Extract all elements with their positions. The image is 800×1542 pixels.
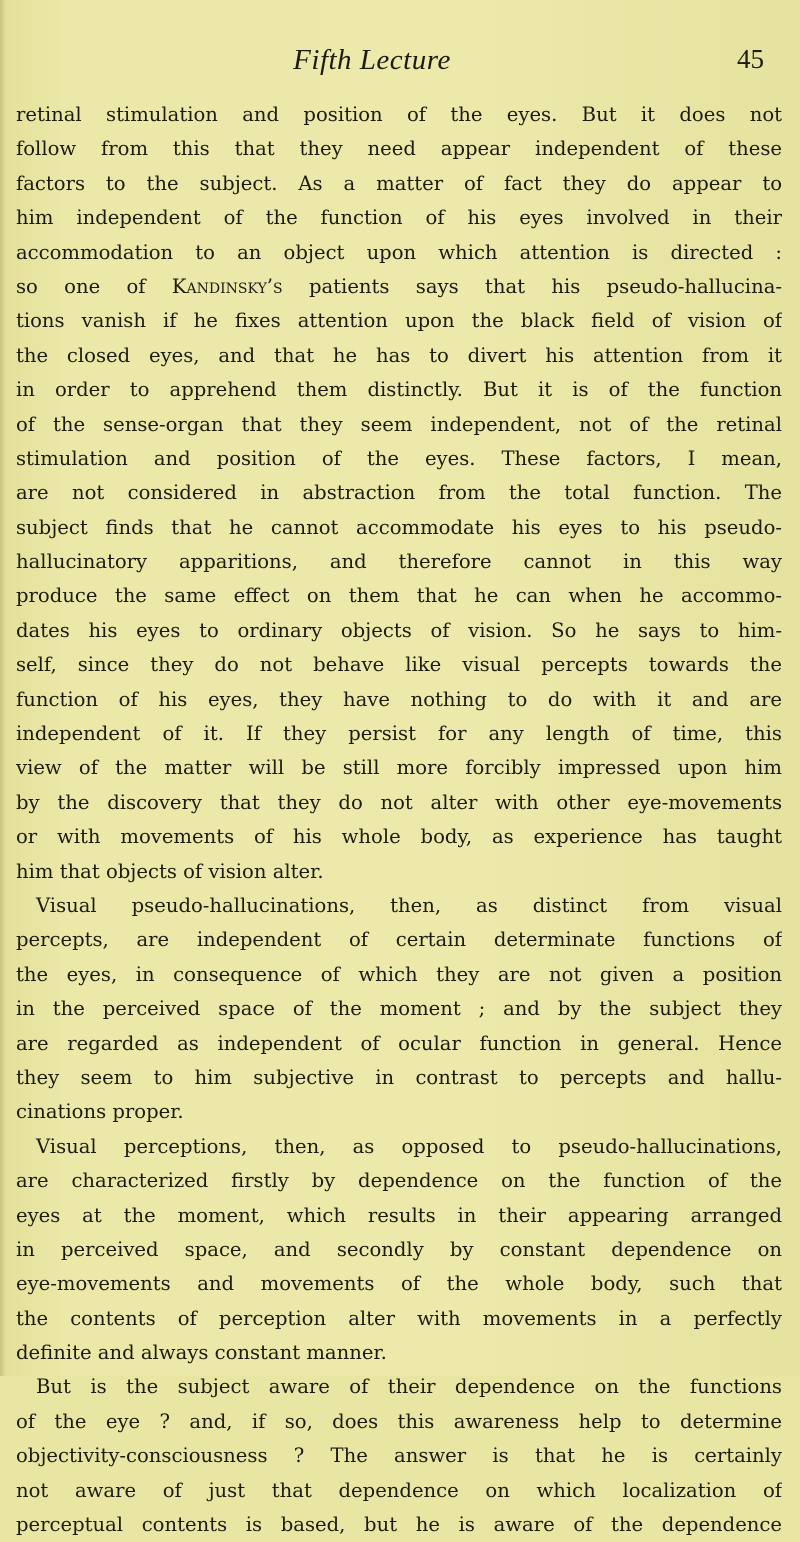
text-line: in order to apprehend them distinctly. But it is of the function [16, 378, 782, 402]
text-line: definite and always constant manner. [16, 1341, 387, 1365]
text-line: not aware of just that dependence on which localization of [16, 1478, 782, 1502]
text-line: produce the same effect on them that he can when he accommo- [16, 584, 782, 608]
text-line: retinal stimulation and position of the eyes. But it does not [16, 103, 782, 126]
text-line: the contents of perception alter with movements in a perfectly [16, 1306, 782, 1330]
text-line: the closed eyes, and that he has to divert his attention from it [16, 343, 782, 367]
paragraph-start-line: Visual pseudo-hallucinations, then, as distinct from visual [36, 893, 782, 917]
text-line: dates his eyes to ordinary objects of vision. So he says to him- [16, 618, 782, 642]
text-line: objectivity-consciousness ? The answer is that he is certainly [16, 1444, 782, 1468]
text-line: self, since they do not behave like visual percepts towards the [16, 653, 782, 677]
text-line: perceptual contents is based, but he is aware of the dependence [16, 1513, 782, 1537]
text-line: by the discovery that they do not alter with other eye-movements [16, 790, 782, 814]
page-number: 45 [737, 44, 764, 74]
text-fragment: patients says that his pseudo-hallucina- [282, 274, 782, 298]
running-title: Fifth Lecture [293, 44, 451, 76]
text-line: factors to the subject. As a matter of fact they do appear to [16, 171, 782, 195]
author-name: Kandinsky’s [171, 274, 283, 298]
text-line: or with movements of his whole body, as experience has taught [16, 825, 782, 849]
text-line: percepts, are independent of certain determinate functions of [16, 928, 782, 952]
text-fragment: so one of [16, 274, 172, 298]
text-line: of the sense-organ that they seem independent, not of the retinal [16, 412, 782, 436]
text-line: the eyes, in consequence of which they are not given a position [16, 962, 782, 986]
text-line: accommodation to an object upon which attention is directed : [16, 240, 782, 264]
text-line: in perceived space, and secondly by constant dependence on [16, 1237, 782, 1261]
page-header [0, 44, 800, 84]
text-line: hallucinatory apparitions, and therefore cannot in this way [16, 550, 782, 574]
text-line: eyes at the moment, which results in their appearing arranged [16, 1203, 782, 1227]
text-line: stimulation and position of the eyes. These factors, I mean, [16, 446, 782, 470]
text-line: function of his eyes, they have nothing to do with it and are [16, 687, 782, 711]
text-line: him independent of the function of his eyes involved in their [16, 206, 782, 230]
text-line: are characterized firstly by dependence on the function of the [16, 1169, 782, 1193]
text-line: they seem to him subjective in contrast to percepts and hallu- [16, 1065, 782, 1089]
text-line: subject finds that he cannot accommodate his eyes to his pseudo- [16, 515, 782, 539]
body-text [16, 98, 782, 1542]
text-line: are regarded as independent of ocular function in general. Hence [16, 1031, 782, 1055]
text-line: independent of it. If they persist for any length of time, this [16, 722, 782, 746]
text-line: in the perceived space of the moment ; and by the subject they [16, 997, 782, 1021]
text-line: him that objects of vision alter. [16, 859, 324, 883]
text-line: follow from this that they need appear independent of these [16, 137, 782, 161]
text-line: view of the matter will be still more forcibly impressed upon him [16, 756, 782, 780]
paragraph-start-line: But is the subject aware of their dependence on the functions [36, 1375, 782, 1399]
text-line: cinations proper. [16, 1100, 184, 1124]
text-line: eye-movements and movements of the whole body, such that [16, 1272, 782, 1296]
binding-shadow [0, 0, 6, 1376]
paragraph-start-line: Visual perceptions, then, as opposed to pseudo-hallucinations, [36, 1134, 782, 1158]
text-line: are not considered in abstraction from the total function. The [16, 481, 782, 505]
text-line: of the eye ? and, if so, does this awareness help to determine [16, 1409, 782, 1433]
text-line: tions vanish if he fixes attention upon the black field of vision of [16, 309, 782, 333]
text-line [16, 270, 782, 304]
